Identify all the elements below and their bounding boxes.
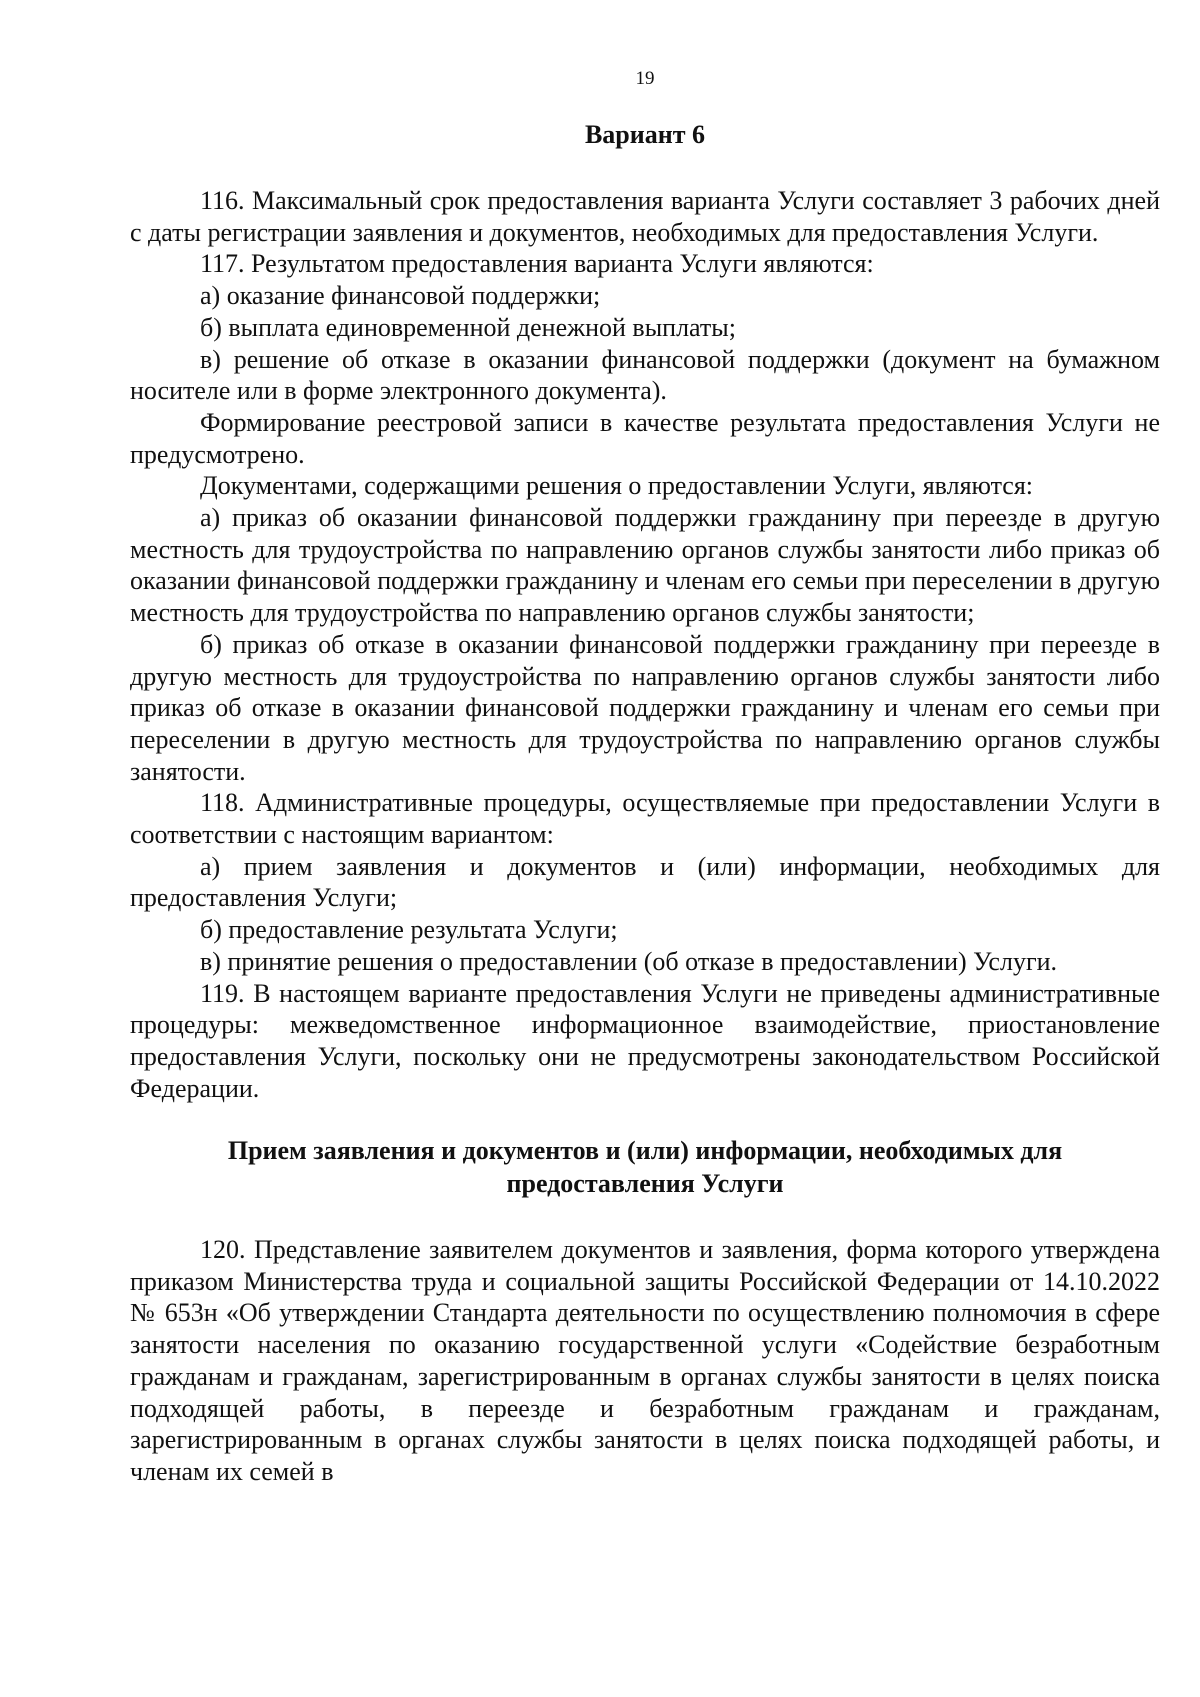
paragraph: 120. Представление заявителем документов и заявления, форма которого утверждена приказом Министерства труда и социальной защиты Российской Федерации от 14.10.2022 № 653н «Об утверждении Стандарта деятельности по осуществлению полномочия в сфере занятости населения по оказанию государственной услуги «Содействие безработным гражданам и гражданам, зарегистрированным в органах службы занятости в целях поиска подходящей работы, в переезде и безработным гражданам и гражданам, зарегистрированным в органах службы занятости в целях поиска подходящей работы, и членам их семей в (130, 1235, 1160, 1486)
paragraph: а) приказ об оказании финансовой поддержки гражданину при переезде в другую местность для трудоустройства по направлению органов службы занятости либо приказ об оказании финансовой поддержки гражданину и членам его семьи при переселении в другую местность для трудоустройства по направлению органов службы занятости; (130, 503, 1160, 628)
section-heading-line: предоставления Услуги (506, 1169, 784, 1198)
paragraph: б) выплата единовременной денежной выплаты; (200, 312, 736, 342)
paragraph: б) предоставление результата Услуги; (200, 915, 618, 945)
paragraph: 118. Административные процедуры, осуществляемые при предоставлении Услуги в соответствии с настоящим вариантом: (130, 788, 1160, 850)
body-text-bottom (130, 1234, 1160, 1488)
paragraph: 119. В настоящем варианте предоставления Услуги не приведены административные процедуры: межведомственное информационное взаимодействие, приостановление предоставления Услуги, поскольку они не предусмотрены законодательством Российской Федерации. (130, 978, 1160, 1103)
section-heading (130, 1134, 1160, 1200)
paragraph: б) приказ об отказе в оказании финансовой поддержки гражданину при переезде в другую местность для трудоустройства по направлению органов службы занятости либо приказ об отказе в оказании финансовой поддержки гражданину и членам его семьи при переселении в другую местность для трудоустройства по направлению органов службы занятости. (130, 629, 1160, 786)
paragraph: Формирование реестровой записи в качестве результата предоставления Услуги не предусмотрено. (130, 407, 1160, 469)
paragraph: а) прием заявления и документов и (или) информации, необходимых для предоставления Услуги; (130, 851, 1160, 913)
paragraph: 117. Результатом предоставления варианта Услуги являются: (200, 249, 874, 279)
paragraph: Документами, содержащими решения о предоставлении Услуги, являются: (200, 471, 1034, 501)
body-text-top (130, 185, 1160, 1104)
paragraph: а) оказание финансовой поддержки; (200, 281, 601, 311)
section-heading-line: Прием заявления и документов и (или) информации, необходимых для (227, 1136, 1063, 1165)
paragraph: в) принятие решения о предоставлении (об отказе в предоставлении) Услуги. (200, 946, 1058, 976)
page-number: 19 (635, 68, 655, 89)
paragraph: в) решение об отказе в оказании финансовой поддержки (документ на бумажном носителе или в форме электронного документа). (130, 344, 1160, 406)
page-title: Вариант 6 (584, 120, 706, 149)
paragraph: 116. Максимальный срок предоставления варианта Услуги составляет 3 рабочих дней с даты регистрации заявления и документов, необходимых для предоставления Услуги. (130, 186, 1160, 247)
